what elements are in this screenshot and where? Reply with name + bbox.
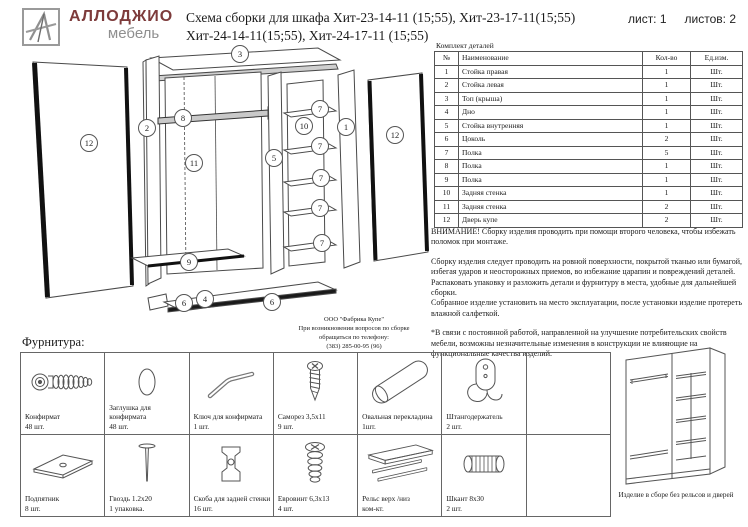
callout-back-large	[186, 155, 203, 172]
hardware-section-title: Фурнитура:	[22, 335, 85, 349]
part-name: Задняя стенка	[459, 187, 643, 201]
callout-shelf-4	[312, 200, 329, 217]
hardware-label	[446, 494, 524, 513]
part-qty: 2	[643, 200, 691, 214]
svg-text:4: 4	[202, 294, 208, 304]
part-unit: Шт.	[691, 173, 743, 187]
hardware-name: Овальная перекладина	[362, 412, 433, 422]
note-disclaimer: *В связи с постоянной работой, направленной на улучшение потребительских свойств мебели, возможны незначительные изменения в конструкции не влияющие на функциональные качества изделий.	[431, 328, 727, 358]
dowel-icon	[442, 439, 525, 489]
hardware-cell-nail	[105, 435, 189, 517]
part-unit: Шт.	[691, 133, 743, 147]
part-unit: Шт.	[691, 106, 743, 120]
part-qty: 1	[643, 160, 691, 174]
sheet-number: лист: 1	[627, 12, 667, 26]
cap-plug-icon	[105, 357, 188, 407]
table-row	[435, 106, 743, 120]
hardware-label	[278, 494, 356, 513]
part-unit: Шт.	[691, 79, 743, 93]
table-row	[435, 187, 743, 201]
part-qty: 1	[643, 92, 691, 106]
rail-holder-icon	[442, 357, 525, 407]
hardware-cell-cap	[105, 353, 189, 435]
factory-phone: (383) 285-00-95 (96)	[326, 343, 382, 351]
col-header-qty: Кол-во	[643, 52, 691, 66]
part-name: Полка	[459, 146, 643, 160]
factory-name: ООО "Фабрика Купе"	[323, 316, 385, 323]
part-number: 4	[435, 106, 459, 120]
hardware-qty: 1 упаковка.	[109, 503, 145, 513]
part-number: 11	[435, 200, 459, 214]
svg-text:12: 12	[84, 138, 94, 148]
hardware-label	[194, 412, 272, 431]
assembly-exploded-diagram	[18, 40, 430, 332]
svg-text:7: 7	[317, 141, 323, 151]
part-qty: 2	[643, 133, 691, 147]
callout-shelf-1	[312, 101, 329, 118]
table-row	[435, 160, 743, 174]
part-unit: Шт.	[691, 146, 743, 160]
hardware-qty: 9 шт.	[277, 421, 294, 431]
hardware-qty: 16 шт.	[193, 503, 213, 513]
part-qty: 2	[643, 214, 691, 228]
table-row	[435, 173, 743, 187]
sheets-total: листов: 2	[684, 12, 736, 26]
warning-note: ВНИМАНИЕ! Сборку изделия проводить при помощи второго человека, чтобы избежать поломок при монтаже.	[431, 227, 736, 247]
hardware-cell-foot-pad	[21, 435, 105, 517]
foot-pad-icon	[21, 439, 104, 489]
callout-shelf-5	[314, 235, 331, 252]
part-qty: 5	[643, 146, 691, 160]
part-number: 2	[435, 79, 459, 93]
table-row	[435, 92, 743, 106]
hardware-name: Ключ для конфирмата	[193, 412, 263, 422]
brand-text	[69, 8, 173, 43]
hardware-name: Скоба для задней стенки	[193, 494, 271, 504]
hardware-label	[446, 412, 524, 431]
table-row	[435, 133, 743, 147]
callout-plinth-left	[176, 295, 193, 312]
factory-line2: При возникновении вопросов по сборке	[298, 325, 410, 333]
svg-text:2: 2	[144, 123, 150, 133]
parts-list	[434, 41, 742, 228]
table-row	[435, 200, 743, 214]
hardware-cell-confirmat	[21, 353, 105, 435]
callout-bottom	[197, 291, 214, 308]
hardware-name: Рельс верх /низ	[362, 494, 410, 504]
svg-text:6: 6	[269, 297, 275, 307]
hardware-label	[278, 412, 356, 431]
callout-shelf-bottom	[181, 254, 198, 271]
hardware-label	[25, 412, 103, 431]
part-unit: Шт.	[691, 160, 743, 174]
hardware-qty: 1шт.	[362, 421, 376, 431]
hardware-qty: ком-кт.	[362, 503, 384, 513]
brand-name: АЛЛОДЖИО	[69, 8, 174, 25]
svg-text:10: 10	[299, 121, 309, 131]
part-qty: 1	[643, 106, 691, 120]
part-qty: 1	[643, 119, 691, 133]
hardware-qty: 2 шт.	[446, 503, 462, 513]
part-qty: 1	[643, 187, 691, 201]
factory-line3: обращаться по телефону:	[319, 334, 389, 342]
part-number: 8	[435, 160, 459, 174]
hardware-qty: 2 шт.	[446, 421, 462, 431]
hardware-qty: 48 шт.	[109, 421, 129, 431]
hardware-cell-empty	[526, 435, 610, 517]
hardware-name: Гвоздь 1.2х20	[109, 494, 152, 504]
part-unit: Шт.	[691, 187, 743, 201]
svg-text:8: 8	[180, 113, 186, 123]
callout-back-small	[296, 118, 313, 135]
part-name: Стойка левая	[459, 79, 643, 93]
part-number: 7	[435, 146, 459, 160]
svg-text:1: 1	[343, 122, 349, 132]
svg-text:7: 7	[317, 104, 323, 114]
part-name: Стойка внутренняя	[459, 119, 643, 133]
assembled-product-caption: Изделие в сборе без рельсов и дверей	[618, 491, 734, 499]
hardware-label	[362, 494, 440, 513]
svg-text:7: 7	[319, 238, 325, 248]
part-name: Дно	[459, 106, 643, 120]
svg-text:11: 11	[189, 158, 199, 168]
note-place: Собранное изделие установить на место эксплуатации, после установки изделие протереть влажной салфеткой.	[431, 298, 743, 318]
hardware-label	[109, 403, 187, 431]
hardware-label	[25, 494, 103, 513]
hardware-name: Евровинт 6,3х13	[277, 494, 330, 504]
hardware-cell-oval-rail	[358, 353, 442, 435]
callout-right-side	[338, 119, 355, 136]
hardware-label	[194, 494, 272, 513]
parts-table	[434, 51, 743, 228]
hardware-cell-empty	[526, 353, 610, 435]
svg-text:3: 3	[237, 49, 243, 59]
part-name: Дверь купе	[459, 214, 643, 228]
part-name: Топ (крыша)	[459, 92, 643, 106]
hex-key-icon	[190, 357, 273, 407]
page-title	[186, 9, 638, 44]
hardware-label	[362, 412, 440, 431]
hardware-qty: 48 шт.	[25, 421, 45, 431]
table-row	[435, 65, 743, 79]
svg-text:7: 7	[318, 173, 324, 183]
note-unpack: Распаковать упаковку и разложить детали и фурнитуру в места, удобные для дальнейшей сборки.	[431, 277, 737, 297]
callout-shelf-2	[312, 138, 329, 155]
part-number: 9	[435, 173, 459, 187]
col-header-name: Наименование	[459, 52, 643, 66]
svg-text:7: 7	[317, 203, 323, 213]
part-number: 3	[435, 92, 459, 106]
parts-table-header	[435, 52, 743, 66]
factory-contact	[278, 315, 430, 351]
part-name: Цоколь	[459, 133, 643, 147]
small-screw-icon	[274, 357, 357, 407]
hardware-cell-bracket	[189, 435, 273, 517]
table-row	[435, 146, 743, 160]
hardware-cell-rail	[358, 435, 442, 517]
part-unit: Шт.	[691, 65, 743, 79]
svg-text:5: 5	[271, 153, 277, 163]
hardware-label	[109, 494, 187, 513]
hardware-cell-hexkey	[189, 353, 273, 435]
part-unit: Шт.	[691, 119, 743, 133]
hardware-qty: 4 шт.	[277, 503, 294, 513]
hardware-name: Шкант 8х30	[446, 494, 484, 504]
hardware-name: Саморез 3,5х11	[277, 412, 326, 422]
part-name: Полка	[459, 173, 643, 187]
hardware-name: Заглушка для конфирмата	[109, 402, 151, 422]
part-qty: 1	[643, 173, 691, 187]
svg-text:9: 9	[186, 257, 192, 267]
callout-rail-shelf	[175, 110, 192, 127]
hardware-cell-rail-holder	[442, 353, 526, 435]
page-title-line2: Хит-24-14-11(15;55), Хит-24-17-11 (15;55)	[186, 27, 429, 43]
hardware-qty: 1 шт.	[193, 421, 210, 431]
part-number: 10	[435, 187, 459, 201]
parts-list-caption: Комплект деталей	[436, 41, 494, 50]
nail-icon	[105, 439, 188, 489]
table-row	[435, 119, 743, 133]
confirmat-screw-icon	[21, 357, 104, 407]
callout-left-door	[81, 135, 98, 152]
part-qty: 1	[643, 79, 691, 93]
part-number: 6	[435, 133, 459, 147]
part-qty: 1	[643, 65, 691, 79]
hardware-row	[21, 353, 611, 435]
hardware-name: Подпятник	[25, 494, 60, 504]
part-name: Полка	[459, 160, 643, 174]
back-wall-bracket-icon	[190, 439, 273, 489]
part-name: Стойка правая	[459, 65, 643, 79]
part-name: Задняя стенка	[459, 200, 643, 214]
callout-divider	[266, 150, 283, 167]
part-unit: Шт.	[691, 200, 743, 214]
part-number: 12	[435, 214, 459, 228]
callout-left-side	[139, 120, 156, 137]
hardware-cell-dowel	[442, 435, 526, 517]
table-row	[435, 214, 743, 228]
note-surface: Сборку изделия следует проводить на ровной поверхности, покрытой тканью или бумагой, избегая ударов и неосторожных приемов, во избежание царапин и повреждений деталей.	[431, 256, 743, 277]
oval-rail-icon	[358, 357, 441, 407]
assembled-product-drawing	[612, 336, 744, 488]
part-unit: Шт.	[691, 92, 743, 106]
hardware-table	[20, 352, 611, 517]
svg-text:6: 6	[181, 298, 187, 308]
hardware-name: Конфирмат	[25, 412, 61, 422]
brand-subtitle: мебель	[107, 25, 160, 43]
sliding-rail-icon	[358, 439, 441, 489]
table-row	[435, 79, 743, 93]
hardware-qty: 8 шт.	[25, 503, 41, 513]
callout-plinth-right	[264, 294, 281, 311]
euro-screw-icon	[274, 439, 357, 489]
col-header-unit: Ед.изм.	[691, 52, 743, 66]
sheet-info	[628, 12, 736, 26]
callout-right-door	[387, 127, 404, 144]
hardware-cell-screw	[273, 353, 357, 435]
callout-top	[232, 46, 249, 63]
hardware-cell-euro-screw	[273, 435, 357, 517]
part-number: 1	[435, 65, 459, 79]
part-unit: Шт.	[691, 214, 743, 228]
part-number: 5	[435, 119, 459, 133]
callout-shelf-3	[313, 170, 330, 187]
col-header-number: №	[435, 52, 459, 66]
hardware-name: Штангодержатель	[446, 412, 503, 422]
hardware-row	[21, 435, 611, 517]
page-title-line1: Схема сборки для шкафа Хит-23-14-11 (15;55), Хит-23-17-11(15;55)	[186, 10, 576, 25]
svg-text:12: 12	[390, 130, 400, 140]
